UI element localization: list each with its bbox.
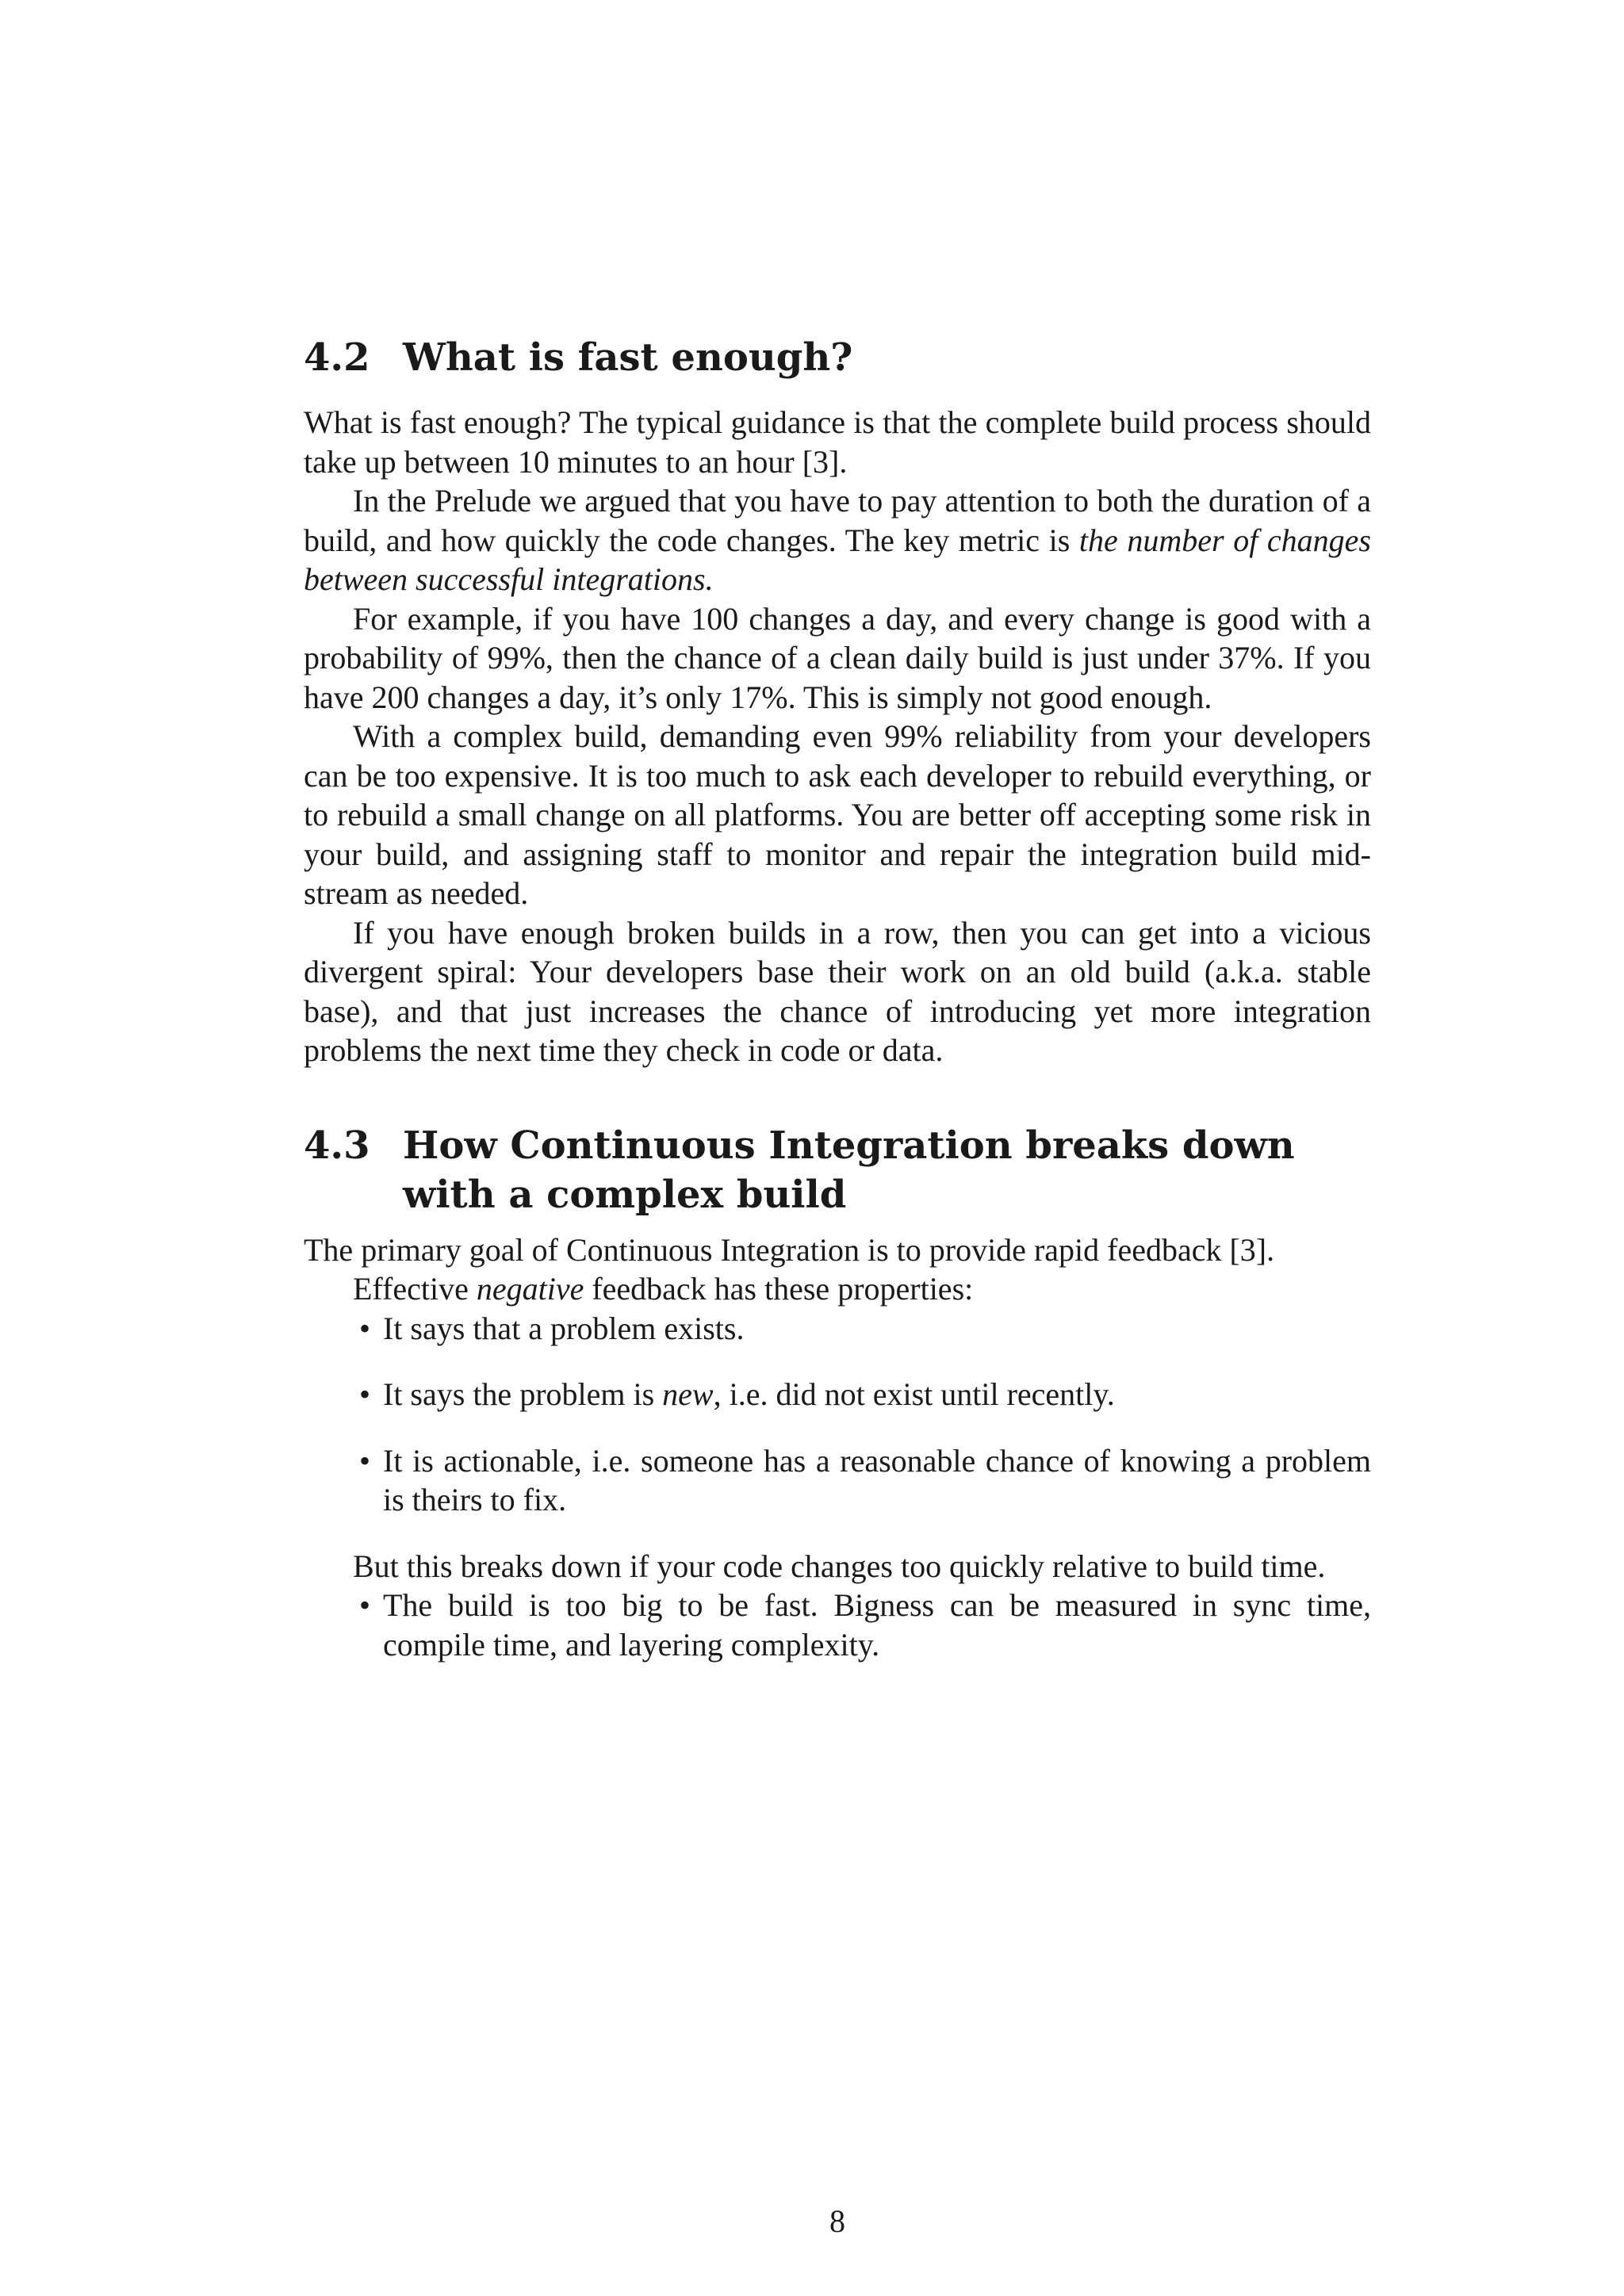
list-item [304, 1375, 1371, 1414]
list-item-text-part: It says the problem is [383, 1376, 663, 1412]
page-content [304, 333, 1371, 2239]
bullet-icon: • [358, 1442, 370, 1479]
list-item [304, 1586, 1371, 1664]
section-number: 4.2 [304, 335, 370, 380]
paragraph: If you have enough broken builds in a row, then you can get into a vicious divergent spiral: Your developers base their work on an old build (a.k.a. stable base), and that just increases the chance of introducing yet more integration problems the next time they check in code or data. [304, 914, 1371, 1068]
section-heading-4-2 [304, 333, 1371, 382]
section-title: How Continuous Integration breaks down with a complex build [403, 1123, 1295, 1217]
bullet-icon: • [358, 1587, 370, 1623]
page-number: 8 [829, 2203, 845, 2239]
emphasis-text: negative [476, 1271, 584, 1307]
bullet-list [304, 1309, 1371, 1520]
emphasis-text: the number of changes between successful integrations. [304, 522, 1371, 597]
bullet-icon: • [358, 1310, 370, 1346]
paragraph: What is fast enough? The typical guidance is that the complete build process should take up between 10 minutes to an hour [3]. [304, 404, 1371, 480]
list-item-text: It says that a problem exists. [383, 1310, 745, 1346]
paragraph: The primary goal of Continuous Integration is to provide rapid feedback [3]. [304, 1231, 1275, 1268]
list-item-text: It is actionable, i.e. someone has a reasonable chance of knowing a problem is theirs to fix. [383, 1442, 1371, 1517]
list-item [304, 1309, 1371, 1349]
section-number: 4.3 [304, 1123, 370, 1168]
bullet-icon: • [358, 1376, 370, 1412]
section-title: What is fast enough? [403, 335, 853, 380]
emphasis-text: new [662, 1376, 714, 1412]
paragraph: With a complex build, demanding even 99% reliability from your developers can be too expensive. It is too much to ask each developer to rebuild everything, or to rebuild a small change on all platforms. You are better off accepting some risk in your build, and assigning staff to monitor and repair the integration build mid-stream as needed. [304, 718, 1371, 911]
paragraph [304, 481, 1371, 599]
section-heading-4-3 [304, 1121, 1371, 1219]
list-item [304, 1441, 1371, 1520]
paragraph [304, 1269, 1371, 1309]
paragraph-text: feedback has these properties: [584, 1271, 974, 1307]
list-item-text [383, 1375, 1371, 1414]
paragraph: For example, if you have 100 changes a day, and every change is good with a probability of 99%, then the chance of a clean daily build is just under 37%. If you have 200 changes a day, it’s only 17%. This is simply not good enough. [304, 600, 1371, 715]
paragraph-text: In the Prelude we argued that you have to pay attention to both the duration of a build, and how quickly the code changes. The key metric is [304, 483, 1371, 558]
list-item-text-part: , i.e. did not exist until recently. [713, 1376, 1115, 1412]
bullet-list [304, 1586, 1371, 1664]
paragraph: But this breaks down if your code changes too quickly relative to build time. [353, 1548, 1326, 1584]
list-item-text: The build is too big to be fast. Bigness can be measured in sync time, compile time, and layering complexity. [383, 1587, 1371, 1663]
paragraph-text: Effective [353, 1271, 477, 1307]
